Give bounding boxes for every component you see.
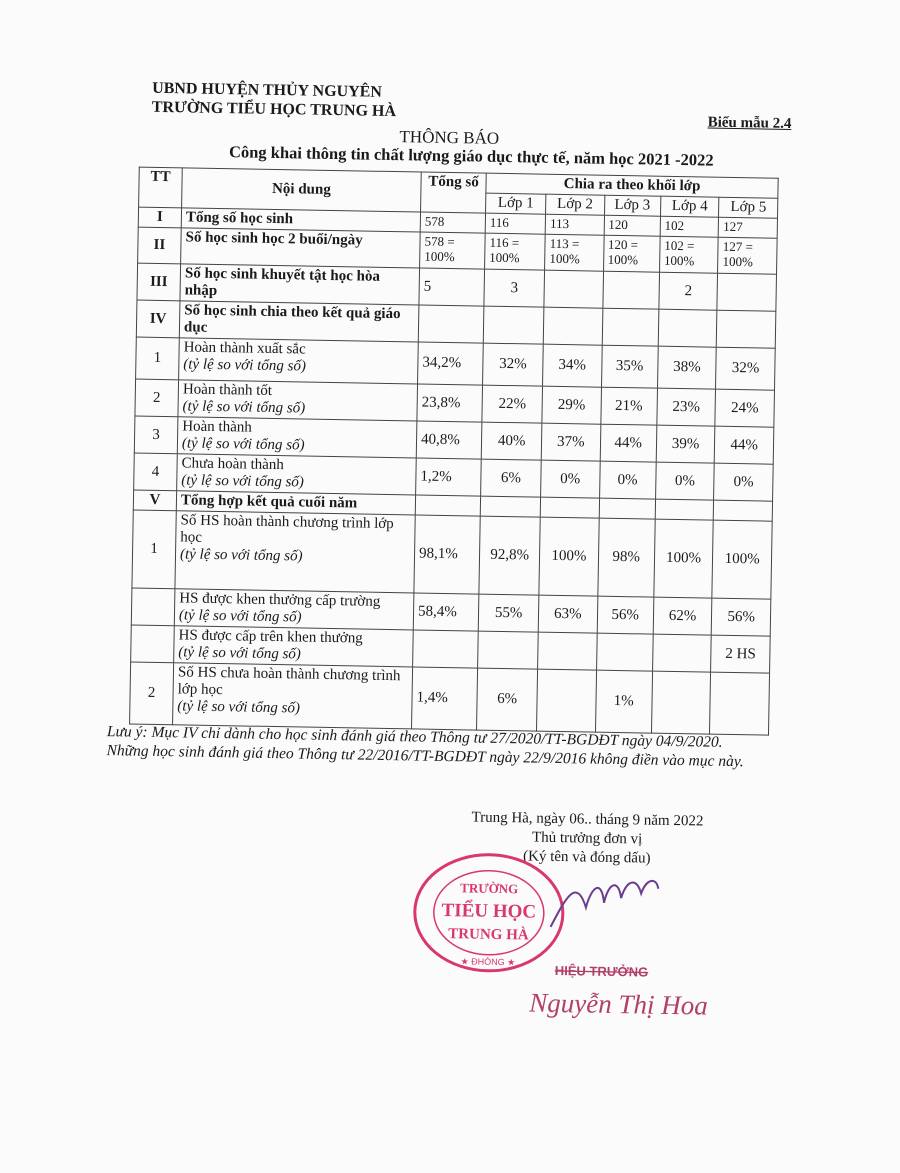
row-grade-value [599, 498, 656, 519]
row-content [174, 626, 414, 667]
row-total: 40,8% [416, 421, 482, 459]
row-grade-value [540, 497, 599, 518]
row-total [418, 305, 484, 343]
row-grade-value: 35% [601, 345, 658, 388]
row-total: 1,4% [412, 667, 478, 730]
header-tt: TT [139, 167, 183, 208]
row-grade-value: 44% [715, 426, 774, 464]
row-grade-value [483, 306, 544, 344]
row-sublabel: (tỷ lệ so với tổng số) [178, 607, 302, 626]
row-content [174, 589, 414, 630]
row-grade-value: 40% [481, 422, 542, 460]
row-label: Số HS chưa hoàn thành chương trình lớp học [177, 664, 401, 699]
row-label: HS được khen thưởng cấp trường [179, 590, 381, 610]
document-title: THÔNG BÁO [399, 127, 500, 148]
row-grade-value: 6% [477, 668, 538, 731]
svg-text:TRƯỜNG: TRƯỜNG [460, 880, 519, 897]
row-grade-value: 0% [541, 460, 600, 498]
row-label: Hoàn thành xuất sắc [183, 339, 306, 358]
row-grade-value: 6% [481, 459, 542, 497]
row-number: 4 [134, 453, 178, 491]
svg-text:TRUNG HÀ: TRUNG HÀ [448, 926, 529, 944]
header-split: Chia ra theo khối lớp [486, 173, 778, 198]
row-content [178, 380, 418, 421]
row-sublabel: (tỷ lệ so với tổng số) [179, 546, 303, 565]
row-label: Số HS hoàn thành chương trình lớp học [180, 512, 394, 546]
row-number [131, 588, 175, 626]
header-total: Tổng số [421, 172, 487, 213]
svg-text:★ ĐHÒNG ★: ★ ĐHÒNG ★ [460, 956, 516, 968]
table-row [132, 510, 772, 599]
header-grade: Lớp 3 [604, 195, 661, 216]
row-total [415, 495, 480, 516]
row-grade-value: 56% [597, 596, 654, 634]
row-sublabel: (tỷ lệ so với tổng số) [183, 356, 307, 375]
document-subtitle: Công khai thông tin chất lượng giáo dục thực tế, năm học 2021 -2022 [228, 142, 714, 170]
row-grade-value [478, 631, 539, 669]
org-line-1: UBND HUYỆN THỦY NGUYÊN [152, 79, 383, 101]
row-label: HS được cấp trên khen thưởng [178, 627, 363, 647]
row-label: Tổng hợp kết quả cuối năm [180, 492, 358, 512]
row-grade-value [717, 273, 776, 311]
row-label: Tổng số học sinh [185, 209, 294, 228]
row-total: 23,8% [417, 384, 483, 422]
row-grade-value [655, 499, 714, 520]
row-sublabel: (tỷ lệ so với tổng số) [178, 644, 302, 663]
row-label: Hoàn thành [182, 418, 252, 436]
row-grade-value: 55% [478, 594, 539, 632]
row-total: 58,4% [413, 593, 479, 631]
row-grade-value: 102 [660, 216, 719, 237]
row-number: IV [136, 300, 180, 338]
row-grade-value [651, 671, 711, 734]
row-grade-value: 0% [599, 461, 656, 499]
row-content [173, 663, 413, 729]
row-grade-value [714, 500, 773, 521]
svg-text:HIỆU TRƯỞNG: HIỆU TRƯỞNG [554, 962, 649, 980]
row-grade-value: 2 [659, 272, 718, 310]
row-grade-value [717, 310, 776, 348]
row-grade-value [480, 496, 541, 517]
row-grade-value: 21% [600, 387, 657, 425]
row-label: Số học sinh khuyết tật học hòa nhập [184, 265, 381, 299]
org-line-2: TRƯỜNG TIỂU HỌC TRUNG HÀ [151, 98, 397, 121]
row-number: 1 [136, 337, 180, 380]
row-label: Số học sinh học 2 buổi/ngày [185, 229, 363, 249]
row-grade-value [537, 669, 596, 732]
row-content [177, 454, 417, 495]
row-grade-value: 120 [604, 215, 661, 236]
row-number: 3 [134, 416, 178, 454]
header-grade: Lớp 4 [660, 196, 719, 217]
row-grade-value: 100% [539, 517, 599, 596]
row-grade-value: 102 = 100% [659, 236, 718, 273]
row-content [181, 228, 421, 268]
row-total: 98,1% [414, 515, 480, 594]
row-content [175, 511, 415, 593]
row-grade-value: 29% [542, 386, 601, 424]
row-grade-value [652, 634, 711, 672]
signer-name-and-title [524, 956, 725, 1029]
row-sublabel: (tỷ lệ so với tổng số) [181, 435, 305, 454]
row-grade-value: 37% [541, 423, 600, 461]
row-grade-value: 34% [543, 344, 602, 387]
row-grade-value: 127 [719, 217, 778, 238]
sign-role: Thủ trưởng đơn vị [531, 829, 643, 848]
svg-text:TIỂU HỌC: TIỂU HỌC [441, 899, 537, 923]
row-grade-value [602, 308, 659, 346]
education-quality-table [129, 167, 779, 736]
row-grade-value: 3 [484, 269, 545, 307]
row-grade-value [658, 309, 717, 347]
row-grade-value [543, 307, 602, 345]
row-number: I [138, 207, 181, 228]
row-content [180, 264, 420, 305]
row-grade-value: 56% [712, 598, 771, 636]
row-number: III [137, 263, 181, 301]
header-grade: Lớp 1 [486, 193, 547, 214]
row-grade-value [544, 270, 603, 308]
row-label: Chưa hoàn thành [181, 455, 285, 474]
row-total [413, 630, 479, 668]
row-number: II [138, 227, 182, 264]
svg-text:Nguyễn Thị Hoa: Nguyễn Thị Hoa [528, 987, 708, 1021]
row-grade-value: 22% [482, 385, 543, 423]
row-total: 34,2% [418, 342, 484, 385]
row-grade-value: 38% [657, 346, 716, 389]
header-grade: Lớp 2 [546, 194, 605, 215]
row-grade-value [596, 633, 653, 671]
row-sublabel: (tỷ lệ so với tổng số) [177, 698, 301, 717]
row-grade-value: 39% [656, 425, 715, 463]
row-grade-value: 116 = 100% [485, 233, 546, 270]
header-content: Nội dung [182, 168, 422, 212]
row-grade-value: 100% [654, 519, 714, 598]
row-grade-value: 116 [485, 213, 546, 234]
row-content [179, 338, 419, 384]
row-grade-value: 100% [712, 520, 772, 599]
note: Lưu ý: Mục IV chỉ dành cho học sinh đánh giá theo Thông tư 27/2020/TT-BGDĐT ngày 04/9/2020. Những học sinh đánh giá theo Thông tư 22/2016/TT-BGDĐT ngày 22/9/2016 không điền vào mục này. [106, 723, 744, 771]
row-content [179, 301, 419, 342]
row-number: 1 [132, 510, 176, 589]
row-grade-value: 32% [483, 343, 544, 386]
row-grade-value: 127 = 100% [718, 237, 777, 274]
row-content [177, 417, 417, 458]
row-grade-value: 0% [714, 463, 773, 501]
row-label: Số học sinh chia theo kết quả giáo dục [183, 302, 401, 336]
row-grade-value [710, 672, 770, 735]
row-grade-value: 62% [653, 597, 712, 635]
row-grade-value: 1% [595, 670, 652, 733]
row-grade-value: 98% [597, 518, 655, 597]
row-number: 2 [135, 379, 179, 417]
row-total: 578 [420, 212, 485, 233]
row-sublabel: (tỷ lệ so với tổng số) [181, 472, 305, 491]
sign-instruction: (Ký tên và đóng dấu) [522, 848, 651, 867]
row-number: V [133, 490, 176, 511]
row-total: 578 = 100% [420, 232, 486, 269]
row-grade-value [602, 271, 659, 309]
row-grade-value: 113 [545, 214, 604, 235]
row-grade-value: 32% [716, 347, 775, 390]
row-number: 2 [130, 662, 174, 725]
row-grade-value: 92,8% [479, 516, 541, 595]
row-grade-value: 120 = 100% [603, 235, 660, 272]
row-sublabel: (tỷ lệ so với tổng số) [182, 398, 306, 417]
row-label: Hoàn thành tốt [182, 381, 273, 399]
handwritten-signature [545, 867, 666, 939]
row-grade-value: 113 = 100% [545, 234, 604, 271]
sign-date: Trung Hà, ngày 06.. tháng 9 năm 2022 [471, 809, 704, 830]
form-number: Biểu mẫu 2.4 [707, 114, 792, 132]
row-total: 5 [419, 268, 485, 306]
row-grade-value: 0% [655, 462, 714, 500]
row-grade-value: 2 HS [711, 635, 770, 673]
row-grade-value: 44% [600, 424, 657, 462]
row-grade-value: 63% [538, 595, 597, 633]
header-grade: Lớp 5 [719, 197, 778, 218]
organization [152, 79, 397, 121]
row-number [131, 625, 175, 663]
row-total: 1,2% [416, 458, 482, 496]
row-grade-value [538, 632, 597, 670]
row-grade-value: 23% [657, 388, 716, 426]
row-grade-value: 24% [715, 389, 774, 427]
